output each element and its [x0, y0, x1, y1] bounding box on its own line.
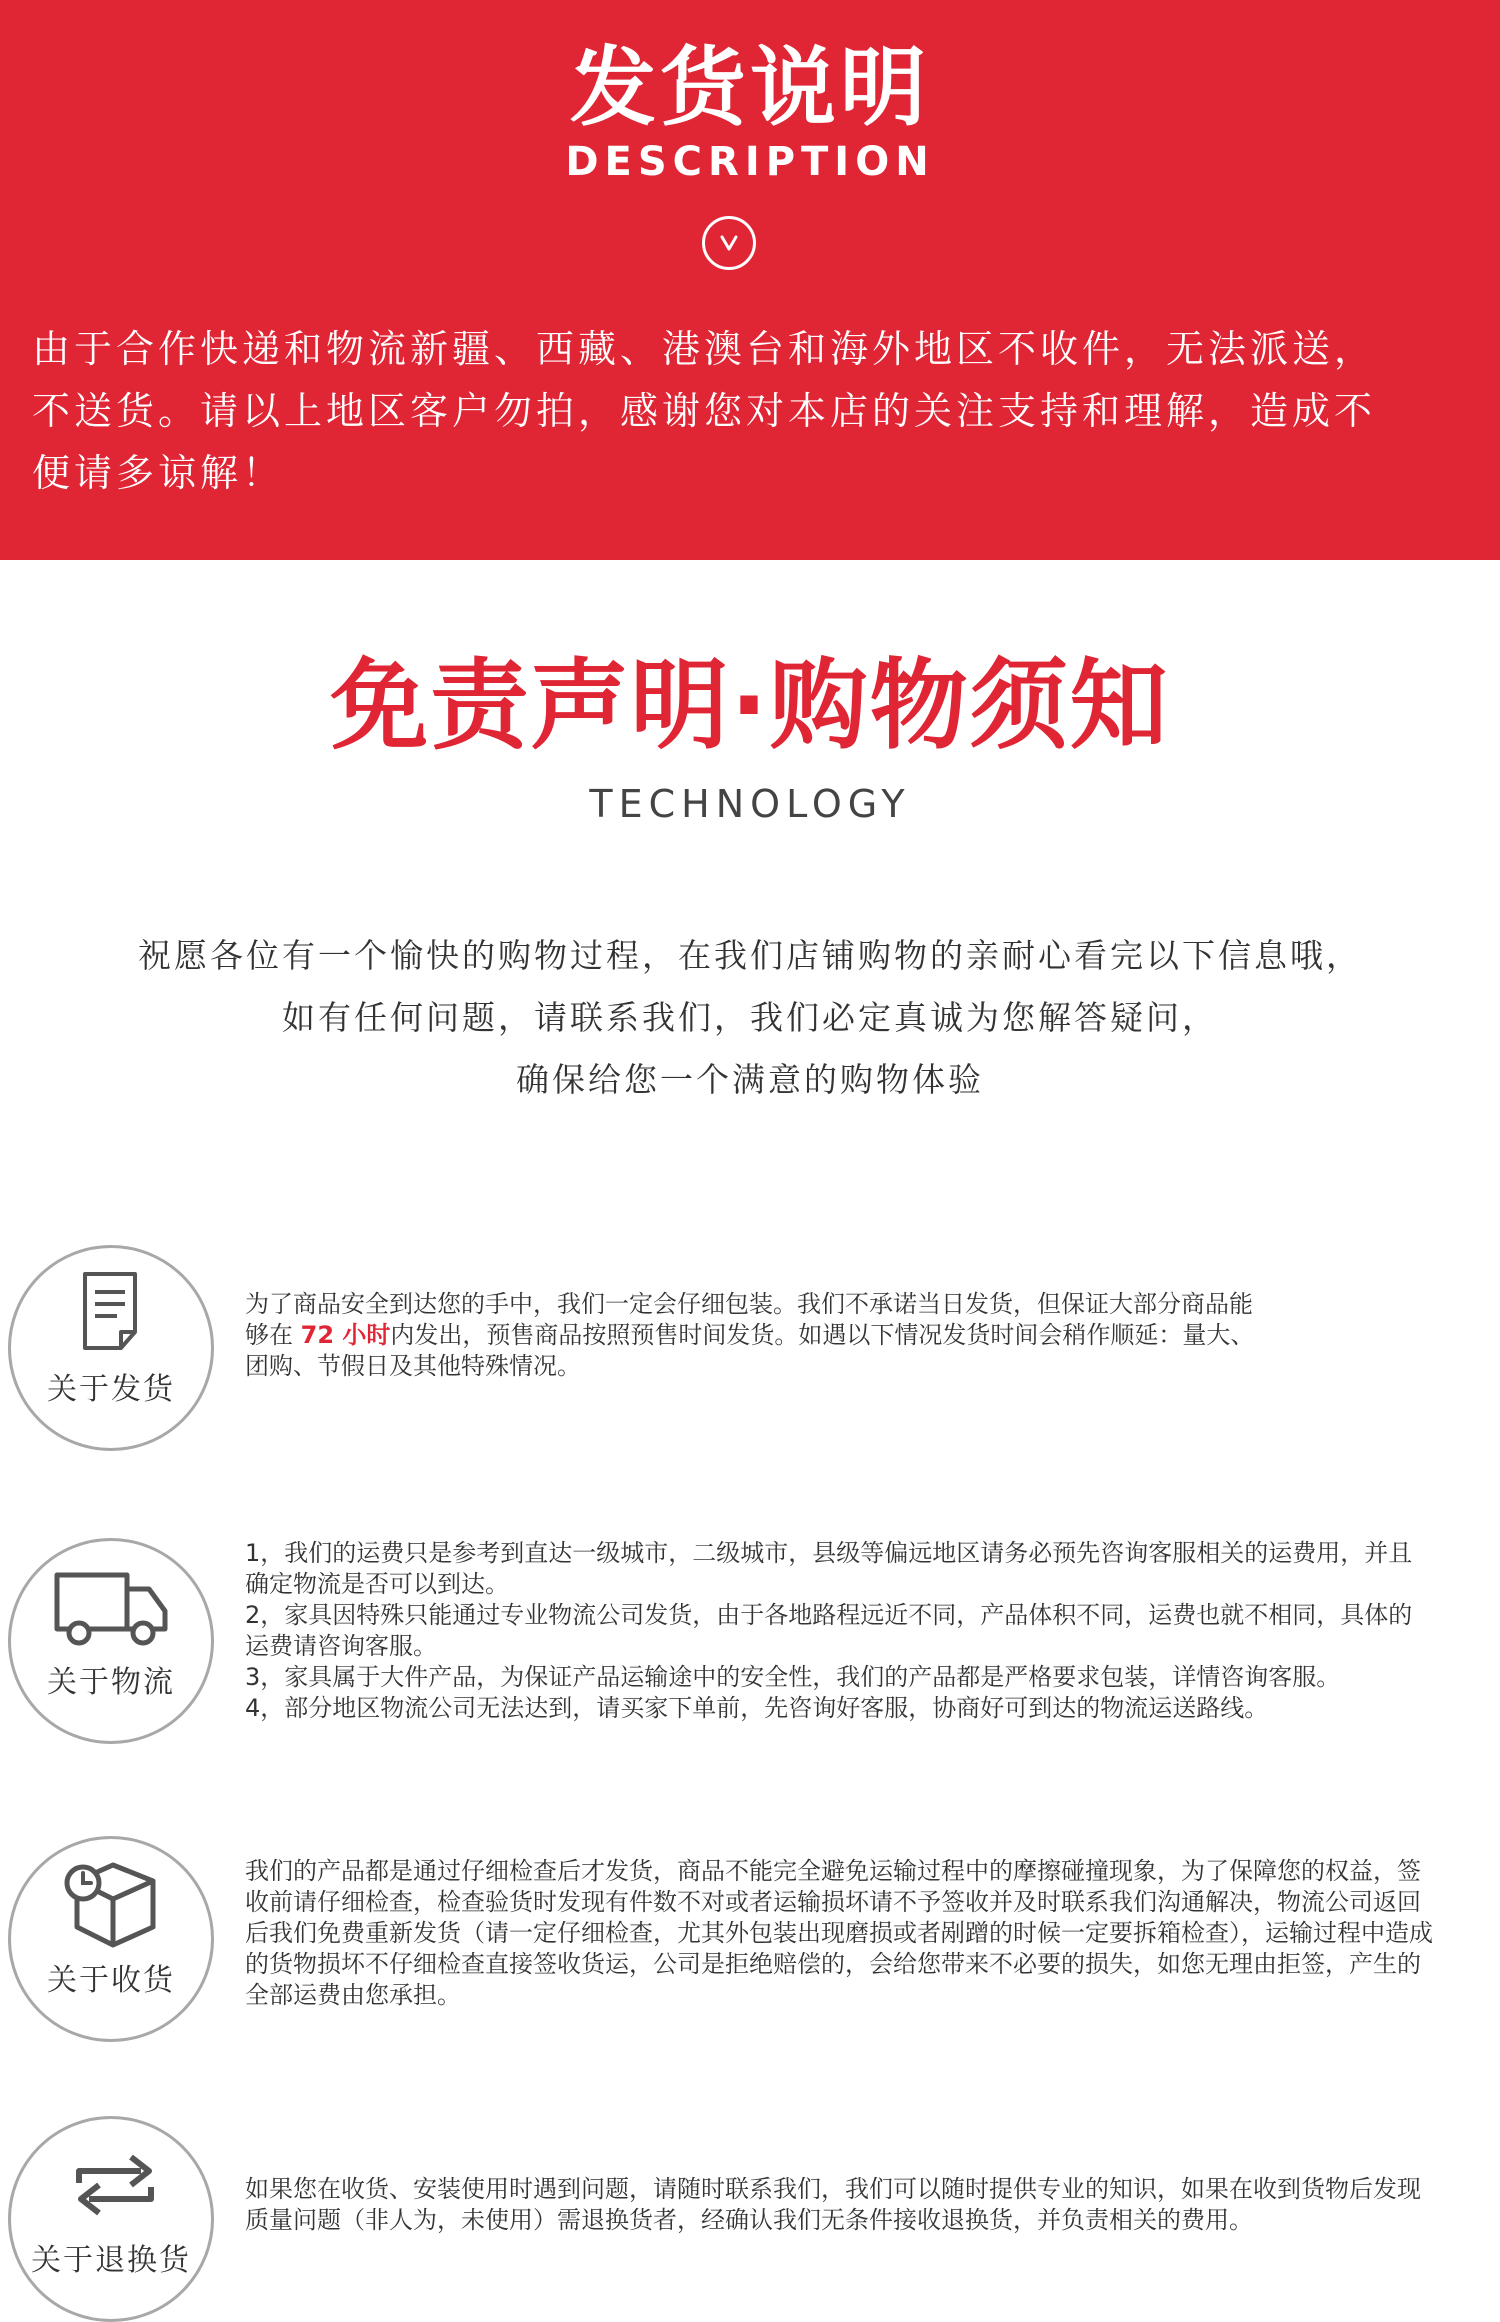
- shipping-text-line: 为了商品安全到达您的手中，我们一定会仔细包装。我们不承诺当日发货，但保证大部分商品能: [245, 1290, 1253, 1318]
- exchange-arrows-icon: [69, 2147, 161, 2223]
- chevron-down-icon: [702, 216, 756, 270]
- disclaimer-subtitle: TECHNOLOGY: [589, 782, 911, 826]
- banner-notice-line: 便请多谅解！: [32, 451, 285, 495]
- logistics-text: [245, 1538, 1435, 1724]
- logistics-paragraph: 2，家具因特殊只能通过专业物流公司发货，由于各地路程远近不同，产品体积不同，运费也就不相同，具体的运费请咨询客服。: [245, 1601, 1413, 1660]
- returns-circle: [8, 2116, 214, 2322]
- intro-line: 确保给您一个满意的购物体验: [516, 1060, 984, 1099]
- truck-icon: [51, 1571, 171, 1647]
- shipping-circle: [8, 1245, 214, 1451]
- receiving-circle: [8, 1836, 214, 2042]
- logistics-paragraph: 4，部分地区物流公司无法达到，请买家下单前，先咨询好客服，协商好可到达的物流运送路线。: [245, 1694, 1269, 1722]
- banner-subtitle: DESCRIPTION: [565, 139, 935, 185]
- banner-notice-line: 不送货。请以上地区客户勿拍，感谢您对本店的关注支持和理解，造成不: [32, 389, 1377, 433]
- shipping-text: [245, 1289, 1435, 1382]
- shipping-label: 关于发货: [47, 1372, 175, 1407]
- package-clock-icon: [61, 1857, 165, 1953]
- returns-label: 关于退换货: [31, 2243, 191, 2278]
- intro-line: 如有任何问题，请联系我们，我们必定真诚为您解答疑问，: [282, 998, 1218, 1037]
- disclaimer-title: 免责声明·购物须知: [330, 649, 1170, 763]
- banner-notice-line: 由于合作快递和物流新疆、西藏、港澳台和海外地区不收件，无法派送，: [32, 327, 1377, 371]
- shipping-notice-banner: [0, 0, 1500, 560]
- receiving-label: 关于收货: [47, 1963, 175, 1998]
- shipping-text-line: [245, 1320, 1435, 1351]
- receiving-text: 我们的产品都是通过仔细检查后才发货，商品不能完全避免运输过程中的摩擦碰撞现象，为了保障您的权益，签收前请仔细检查，检查验货时发现有件数不对或者运输损坏请不予签收并及时联系我们沟通解决，物流公司返回后我们免费重新发货（请一定仔细检查，尤其外包装出现磨损或者剐蹭的时候一定要拆箱检查），运输过程中造成的货物损坏不仔细检查直接签收货运，公司是拒绝赔偿的，会给您带来不必要的损失，如您无理由拒签，产生的全部运费由您承担。: [245, 1857, 1433, 2009]
- logistics-label: 关于物流: [47, 1665, 175, 1700]
- shipping-time-highlight: 72 小时: [300, 1321, 391, 1349]
- banner-title: 发货说明: [570, 38, 930, 138]
- document-icon: [77, 1270, 147, 1356]
- shipping-text-line: 团购、节假日及其他特殊情况。: [245, 1352, 581, 1380]
- logistics-paragraph: 1，我们的运费只是参考到直达一级城市，二级城市，县级等偏远地区请务必预先咨询客服相关的运费用，并且确定物流是否可以到达。: [245, 1539, 1413, 1598]
- shipping-text-fragment: 内发出，预售商品按照预售时间发货。如遇以下情况发货时间会稍作顺延：量大、: [390, 1321, 1255, 1349]
- returns-text: 如果您在收货、安装使用时遇到问题，请随时联系我们，我们可以随时提供专业的知识，如果在收到货物后发现质量问题（非人为，未使用）需退换货者，经确认我们无条件接收退换货，并负责相关的费用。: [245, 2175, 1421, 2234]
- intro-line: 祝愿各位有一个愉快的购物过程，在我们店铺购物的亲耐心看完以下信息哦，: [138, 936, 1362, 975]
- logistics-paragraph: 3，家具属于大件产品，为保证产品运输途中的安全性，我们的产品都是严格要求包装，详情咨询客服。: [245, 1663, 1341, 1691]
- intro-text: [0, 925, 1500, 1111]
- logistics-circle: [8, 1538, 214, 1744]
- banner-notice-text: [32, 318, 1472, 504]
- shipping-text-fragment: 够在: [245, 1321, 301, 1349]
